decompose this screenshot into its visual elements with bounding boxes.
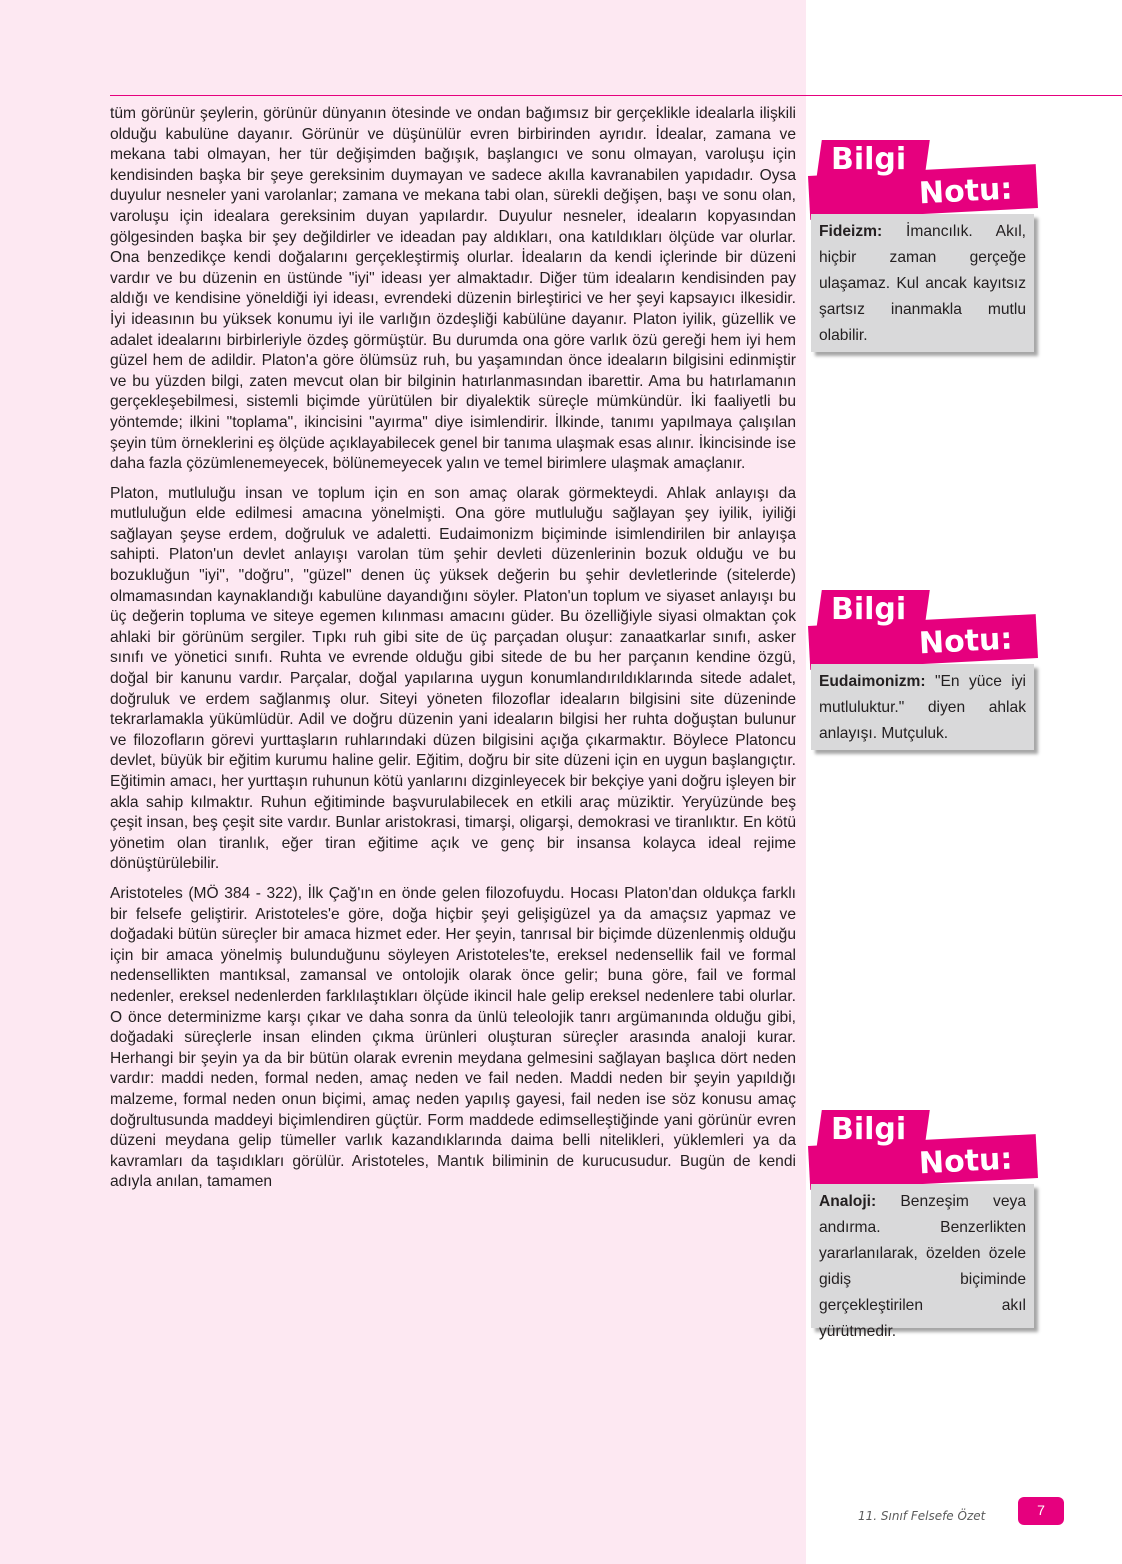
note-box-eudaimonizm	[811, 664, 1034, 750]
note-term: Fideizm:	[819, 223, 883, 240]
paragraph-1: tüm görünür şeylerin, görünür dünyanın ötesinde ve ondan bağımsız bir gerçeklikle idealarla ilişkili olduğu kabulüne dayanır. Görünür ve düşünülür evren birbirinden ayrıdır. İdealar, zamana ve mekana tabi olmayan, her tür değişimden bağışık, başlangıcı ve sonu olmayan, varoluşu için kendisinden başka bir şeye gereksinim duymayan ve sadece akılla kavranabilen yapıdadır. Oysa duyulur nesneler yani varolanlar; zamana ve mekana tabi olan, sürekli değişen, başı ve sonu olan, varoluşu için idealara gereksinim duyan yapılardır. Duyulur nesneler, ideaların kopyasından gölgesinden başka bir şey değildirler ve ideadan pay aldıkları, ona katıldıkları ölçüde var olurlar. Ona benzedikçe kendi doğalarını gerçekleştirmiş olurlar. İdeaların da kendi içlerinde bir düzeni vardır ve bu düzenin en üstünde "iyi" ideası yer almaktadır. Diğer tüm ideaların kendisinden pay aldığı ve kendisine yöneldiği iyi ideası, evrendeki düzenin birleştirici ve her şeyi kapsayıcı ilkesidir. İyi ideasının bu yüksek konumu iyi ile varlığın özdeşliği kabülüne dayanır. Platon iyilik, güzellik ve adalet idealarını birbirleriyle özdeş görmüştür. Bu durumda ona göre varlık özü gereği hem iyi hem güzel hem de adildir. Platon'a göre ölümsüz ruh, bu yaşamından önce ideaların bilgisini edinmiştir ve bu yüzden bilgi, zaten mevcut olan bir bilginin hatırlanmasından ibarettir. Ama bu hatırlamanın gerçekleşebilmesi, sistemli biçimde yürütülen bir diyalektik süreçle mümkündür. İki faaliyetli bu yöntemde; ilkini "toplama", ikincisini "ayırma" diye isimlendirir. İlkinde, tanımı yapılmaya çalışılan şeyin tüm örneklerini eş ölçüde açıklayabilecek genel bir tanıma ulaşmak esas alınır. İkincisinde ise daha fazla çözümlenemeyecek, bölünemeyecek yalın ve temel birimlere ulaşmak amaçlanır.	[110, 105, 796, 473]
note-term: Eudaimonizm:	[819, 673, 926, 690]
bilgi-label: Bilgi	[831, 142, 907, 177]
note-box-analoji	[811, 1184, 1034, 1340]
bilgi-label: Bilgi	[831, 1112, 907, 1147]
bilgi-label: Bilgi	[831, 592, 907, 627]
bilgi-notu-header	[809, 590, 1039, 664]
paragraph-3: Aristoteles (MÖ 384 - 322), İlk Çağ'ın en önde gelen filozofuydu. Hocası Platon'dan oldukça farklı bir felsefe geliştirir. Aristoteles'e göre, doğa hiçbir şeyi gelişigüzel ya da amaçsız yapmaz ve doğadaki bütün süreçler bir amaca hizmet eder. Her şeyin, tanrısal bir biçimde düzenlenmiş olduğu için bir amaca yönelmiş bulunduğunu söyleyen Aristoteles'te, ereksel nedensellik fail ve formal nedensellikten mantıksal, zamansal ve ontolojik olarak önce gelir; buna göre, fail ve formal nedenler, ereksel nedenlerden farklılaştıkları ölçüde ikincil hale gelip ereksel nedenlere tabi olurlar. O önce determinizme karşı çıkar ve daha sonra da ünlü teleolojik tanrı argümanında olduğu gibi, doğadaki süreçlerle insan elinden çıkma ürünleri oluşturan süreçler arasında analoji kurar. Herhangi bir şeyin ya da bir bütün olarak evrenin meydana gelmesini sağlayan başlıca dört neden vardır: maddi neden, formal neden, amaç neden ve fail neden. Maddi neden bir şeyin yapıldığı malzeme, formal neden onun biçimi, amaç neden yapılış gayesi, fail neden ise söz konusu amaç doğrultusunda maddeyi biçimlendiren güçtür. Form maddede edimselleştiğinde yani görünür evren düzeni meydana gelip tümeller varlık kazandıklarında daima belli nitelikleri, yüklemleri ya da kavramları da taşıdıkları görülür. Aristoteles, Mantık biliminin de kurucusudur. Bugün de kendi adıyla anılan, tamamen	[110, 884, 796, 1191]
note-text: "En yüce iyi mutluluktur." diyen ahlak anlayışı. Mutçuluk.	[819, 673, 1026, 742]
bilgi-notu-header	[809, 1110, 1039, 1184]
main-text	[110, 104, 796, 1202]
page-number: 7	[1018, 1497, 1064, 1525]
paragraph-2: Platon, mutluluğu insan ve toplum için en son amaç olarak görmekteydi. Ahlak anlayışı da mutluluğun elde edilmesi amacına yönelmişti. Ona göre mutluluğu sağlayan şey iyilik, iyiliği sağlayan şeyse erdem, doğruluk ve adaletti. Eudaimonizm biçiminde isimlendirilen bir anlayışa sahipti. Platon'un devlet anlayışı varolan tüm şehir devleti düzenlerinin bozuk olduğu ve bu bozukluğun "iyi", "doğru", "güzel" denen üç yüksek değerin bu şehir devletlerinde (sitelerde) olmamasından kaynaklandığı kabulüne dayandığını söyler. Platon'un toplum ve siyaset anlayışı bu üç değerin topluma ve siteye egemen kılınması amacını güder. Bu özelliğiyle siyasi olmaktan çok ahlaki bir görünüm sergiler. Tıpkı ruh gibi site de üç parçadan oluşur: zanaatkarlar sınıfı, asker sınıfı ve yönetici sınıfı. Ruhta ve evrende olduğu gibi sitede de bu her parçanın kendine özgü, doğal bir kanunu vardır. Parçalar, doğal yapılarına uygun konumlandırıldıklarında sitede adalet, doğruluk ve erdem sağlanmış olur. Siteyi yöneten filozoflar ideaların bilgisini site düzeninde tekrarlamakla yükümlüdür. Adil ve doğru düzenin yani ideaların bilgisi her ruhta doğuştan bulunur ve filozofların görevi yurttaşların ruhlarındaki düzen bilgisini açığa çıkarmaktır. Böylece Platoncu devlet, büyük bir eğitim kurumu haline gelir. Eğitim, doğru bir site düzeni için en uygun başlangıçtır. Eğitimin amacı, her yurttaşın ruhunun kötü yanlarını dizginleyecek bir bekçiye yani doğru işleyen bir akla sahip kılmaktır. Ruhun eğitiminde başvurulabilecek en etkili araç müziktir. Yeryüzünde beş çeşit insan, beş çeşit site vardır. Bunlar aristokrasi, timarşi, oligarşi, demokrasi ve tiranlıktır. En kötü yönetim olan tiranlık, eğer tiran eğitime açık ve genç bir insansa kolayca ideal rejime dönüştürülebilir.	[110, 484, 796, 873]
notu-label: Notu:	[918, 171, 1014, 212]
note-term: Analoji:	[819, 1193, 877, 1210]
bilgi-notu-header	[809, 140, 1039, 214]
top-rule	[110, 95, 1122, 96]
footer-book-title: 11. Sınıf Felsefe Özet	[858, 1509, 986, 1523]
notu-label: Notu:	[918, 621, 1014, 662]
notu-label: Notu:	[918, 1141, 1014, 1182]
note-box-fideizm	[811, 214, 1034, 352]
note-text: Benzeşim veya andırma. Benzerlikten yararlanılarak, özelden özele gidiş biçiminde gerçekleştirilen akıl yürütmedir.	[819, 1193, 1026, 1340]
note-text: İmancılık. Akıl, hiçbir zaman gerçeğe ulaşamaz. Kul ancak kayıtsız şartsız inanmakla mutlu olabilir.	[819, 223, 1026, 344]
